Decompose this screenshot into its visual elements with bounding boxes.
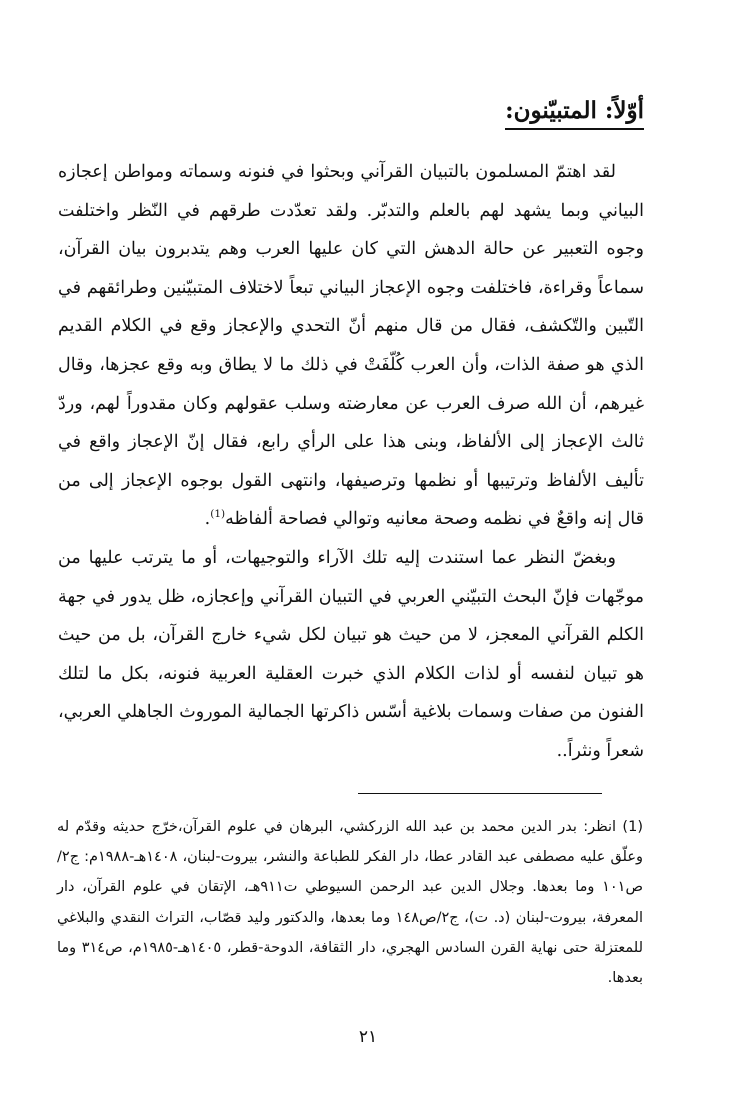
page-number: ٢١ [358, 1027, 378, 1047]
paragraph-1-text: لقد اهتمّ المسلمون بالتبيان القرآني وبحثوا في فنونه وسماته ومواطن إعجازه البياني وبما يشهد لهم بالعلم والتدبّر. ولقد تعدّدت طرقهم في النّظر واختلفت وجوه التعبير عن حالة الدهش التي كان عليها العرب وهم يتدبرون بيان القرآن، سماعاً وقراءة، فاختلفت وجوه الإعجاز البياني تبعاً لاختلاف المتبيّنين وطرائقهم في التّبين والتّكشف، فقال من قال منهم أنّ التحدي والإعجاز وقع في الكلام القديم الذي هو صفة الذات، وأن العرب كُلّفَتْ في ذلك ما لا يطاق وبه وقع عجزها، وقال غيرهم، أن الله صرف العرب عن معارضته وسلب عقولهم وكان مقدوراً لهم، وردّ ثالث الإعجاز إلى الألفاظ، وبنى هذا على الرأي رابع، فقال إنّ الإعجاز واقع في تأليف الألفاظ وترتيبها أو نظمها وترصيفها، وانتهى القول بوجوه الإعجاز إلى من قال إنه واقعٌ في نظمه وصحة معانيه وتوالي فصاحة ألفاظه [58, 162, 644, 530]
paragraph-1 [58, 153, 644, 539]
footnote-separator [358, 793, 602, 794]
footnote [57, 812, 643, 993]
footnote-text: (1) انظر: بدر الدين محمد بن عبد الله الزركشي، البرهان في علوم القرآن،خرّج حديثه وقدّم له وعلّق عليه مصطفى عبد القادر عطا، دار الفكر للطباعة والنشر، بيروت-لبنان، ١٤٠٨هـ-١٩٨٨م: ج٢/ ص١٠١ وما بعدها. وجلال الدين عبد الرحمن السيوطي ت٩١١هـ، الإتقان في علوم القرآن، دار المعرفة، بيروت-لبنان (د. ت)، ج٢/ص١٤٨ وما بعدها، والدكتور وليد قصّاب، التراث النقدي والبلاغي للمعتزلة حتى نهاية القرن السادس الهجري، دار الثقافة، الدوحة-قطر، ١٤٠٥هـ-١٩٨٥م، ص٣١٤ وما بعدها. [57, 819, 644, 987]
paragraph-2 [58, 539, 644, 771]
section-heading: أوّلاً: المتبيّنون: [505, 94, 644, 130]
body-text [58, 153, 644, 771]
footnote-reference: (1) [210, 508, 226, 521]
paragraph-1-tail: . [204, 509, 211, 530]
paragraph-2-text: وبغضّ النظر عما استندت إليه تلك الآراء والتوجيهات، أو ما يترتب عليها من موجّهات فإنّ البحث التبيّني العربي في التبيان القرآني وإعجازه، ظل يدور في جهة الكلم القرآني المعجز، لا من حيث هو تبيان لكل شيء خارج القرآن، بل من حيث هو تبيان لنفسه أو لذات الكلام الذي خبرت العقلية العربية فنونه، بكل ما لتلك الفنون من صفات وسمات بلاغية أسّس ذاكرتها الجمالية الموروث الجاهلي العربي، شعراً ونثراً.. [58, 547, 644, 761]
